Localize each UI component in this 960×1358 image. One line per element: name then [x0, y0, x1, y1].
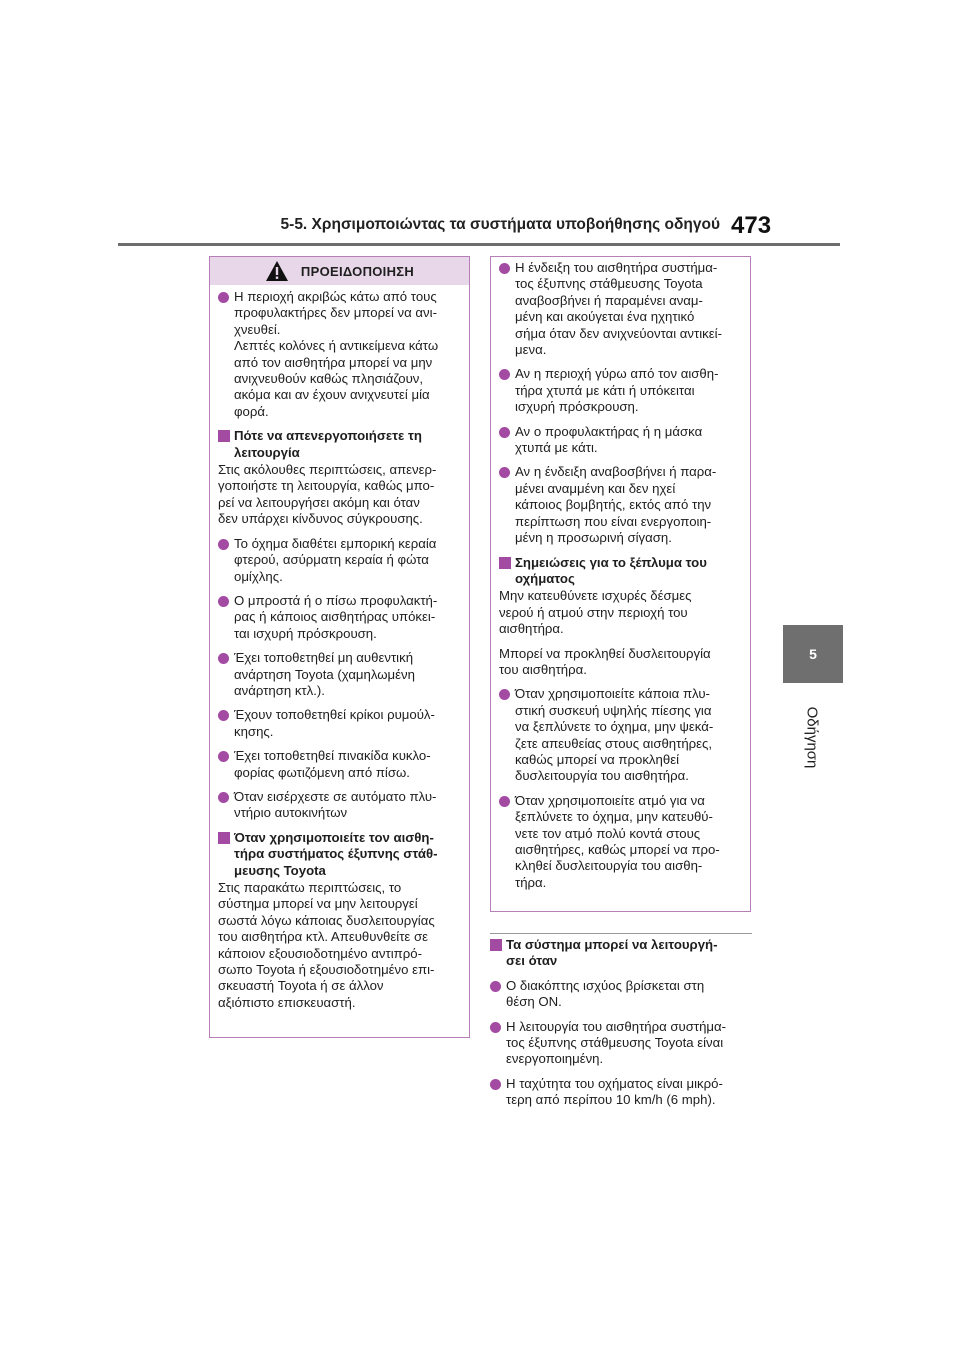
list-item: Η λειτουργία του αισθητήρα συστήμα- τος έξυπνης στάθμευσης Toyota είναι ενεργοποιημένη.	[490, 1019, 752, 1068]
chapter-label-text: Οδήγηση	[803, 706, 821, 768]
chapter-tab	[783, 625, 843, 683]
section-heading: Όταν χρησιμοποιείτε τον αισθη- τήρα συστήματος έξυπνης στάθ- μευσης Toyota	[218, 830, 461, 879]
operation-section	[490, 933, 752, 1117]
list-item: Όταν χρησιμοποιείτε ατμό για να ξεπλύνετε το όχημα, μην κατευθύ- νετε τον ατμό πολύ κοντά στους αισθητήρες, καθώς μπορεί να προ- κληθεί δυσλειτουργία του αισθη- τήρα.	[499, 793, 742, 891]
list-item: Έχει τοποθετηθεί πινακίδα κυκλο- φορίας φωτιζόμενη από πίσω.	[218, 748, 461, 781]
list-item: Το όχημα διαθέτει εμπορική κεραία φτερού, ασύρματη κεραία ή φώτα ομίχλης.	[218, 536, 461, 585]
warning-panel	[209, 256, 470, 1038]
list-item: Όταν χρησιμοποιείτε κάποια πλυ- στική συσκευή υψηλής πίεσης για να ξεπλύνετε το όχημα, μην ψεκά- ζετε απευθείας στους αισθητήρες, καθώς μπορεί να προκληθεί δυσλειτουργία του αισθητήρα.	[499, 686, 742, 784]
square-bullet-icon	[218, 430, 230, 442]
warning-triangle-icon	[265, 260, 289, 282]
bullet-icon	[490, 1079, 501, 1090]
bullet-icon	[490, 1022, 501, 1033]
bullet-icon	[218, 792, 229, 803]
bullet-icon	[499, 263, 510, 274]
warning-heading: ΠΡΟΕΙΔΟΠΟΙΗΣΗ	[300, 263, 415, 279]
bullet-icon	[499, 467, 510, 478]
bullet-icon	[218, 751, 229, 762]
list-item: Αν η περιοχή γύρω από τον αισθη- τήρα χτυπά με κάτι ή υπόκειται ισχυρή πρόσκρουση.	[499, 366, 742, 415]
bullet-icon	[218, 292, 229, 303]
bullet-icon	[218, 539, 229, 550]
bullet-icon	[490, 981, 501, 992]
bullet-icon	[499, 427, 510, 438]
bullet-icon	[218, 710, 229, 721]
section-intro: Στις ακόλουθες περιπτώσεις, απενερ- γοποιήστε τη λειτουργία, καθώς μπο- ρεί να λειτουργήσει ακόμη και όταν δεν υπάρχει κίνδυνος σύγκρουσης.	[218, 462, 437, 527]
header-divider	[118, 243, 840, 246]
list-item: Αν ο προφυλακτήρας ή η μάσκα χτυπά με κάτι.	[499, 424, 742, 457]
page-number: 473	[731, 212, 772, 239]
section-header-title: 5-5. Χρησιμοποιώντας τα συστήματα υποβοήθησης οδηγού	[280, 216, 720, 233]
square-bullet-icon	[499, 557, 511, 569]
list-item: Όταν εισέρχεστε σε αυτόματο πλυ- ντήριο αυτοκινήτων	[218, 789, 461, 822]
list-item: Η περιοχή ακριβώς κάτω από τους προφυλακτήρες δεν μπορεί να ανι- χνευθεί. Λεπτές κολόνες ή αντικείμενα κάτω από τον αισθητήρα μπορεί να μην ανιχνευθούν καθώς πλησιάζουν, ακόμα και αν έχουν ανιχνευτεί μία φορά.	[218, 289, 461, 420]
warning-panel-continued	[490, 256, 751, 912]
list-item: Έχουν τοποθετηθεί κρίκοι ρυμούλ- κησης.	[218, 707, 461, 740]
square-bullet-icon	[218, 832, 230, 844]
bullet-icon	[218, 653, 229, 664]
list-item: Αν η ένδειξη αναβοσβήνει ή παρα- μένει αναμμένη και δεν ηχεί κάποιος βομβητής, εκτός από την περίπτωση που είναι ενεργοποιη- μένη η προσωρινή σίγαση.	[499, 464, 742, 546]
warning-header	[210, 257, 469, 285]
list-item: Η ένδειξη του αισθητήρα συστήμα- τος έξυπνης στάθμευσης Toyota αναβοσβήνει ή παραμένει αναμ- μένη και ακούγεται ένα ηχητικό σήμα όταν δεν ανιχνεύονται αντικεί- μενα.	[499, 260, 742, 358]
section-heading: Σημειώσεις για το ξέπλυμα του οχήματος	[499, 555, 742, 588]
bullet-icon	[499, 796, 510, 807]
list-item: Ο μπροστά ή ο πίσω προφυλακτή- ρας ή κάποιος αισθητήρας υπόκει- ται ισχυρή πρόσκρουση.	[218, 593, 461, 642]
bullet-icon	[499, 369, 510, 380]
section-text: Στις παρακάτω περιπτώσεις, το σύστημα μπορεί να μην λειτουργεί σωστά λόγω κάποιας δυσλειτουργίας του αισθητήρα κτλ. Απευθυνθείτε σε κάποιον εξουσιοδοτημένο αντιπρό- σωπο Toyota ή εξουσιοδοτημένο επι- σκευαστή Toyota ή σε άλλον αξιόπιστο επισκευαστή.	[218, 880, 435, 1010]
list-item: Ο διακόπτης ισχύος βρίσκεται στη θέση ON.	[490, 978, 752, 1011]
section-text: Μπορεί να προκληθεί δυσλειτουργία του αισθητήρα.	[499, 645, 711, 677]
list-item: Η ταχύτητα του οχήματος είναι μικρό- τερη από περίπου 10 km/h (6 mph).	[490, 1076, 752, 1109]
bullet-icon	[218, 596, 229, 607]
list-item: Έχει τοποθετηθεί μη αυθεντική ανάρτηση Toyota (χαμηλωμένη ανάρτηση κτλ.).	[218, 650, 461, 699]
section-heading: Τα σύστημα μπορεί να λειτουργή- σει όταν	[490, 937, 752, 970]
chapter-label	[782, 692, 842, 782]
bullet-icon	[499, 689, 510, 700]
section-heading: Πότε να απενεργοποιήσετε τη λειτουργία	[218, 428, 461, 461]
chapter-number: 5	[809, 646, 817, 662]
section-text: Μην κατευθύνετε ισχυρές δέσμες νερού ή ατμού στην περιοχή του αισθητήρα.	[499, 588, 692, 637]
square-bullet-icon	[490, 939, 502, 951]
